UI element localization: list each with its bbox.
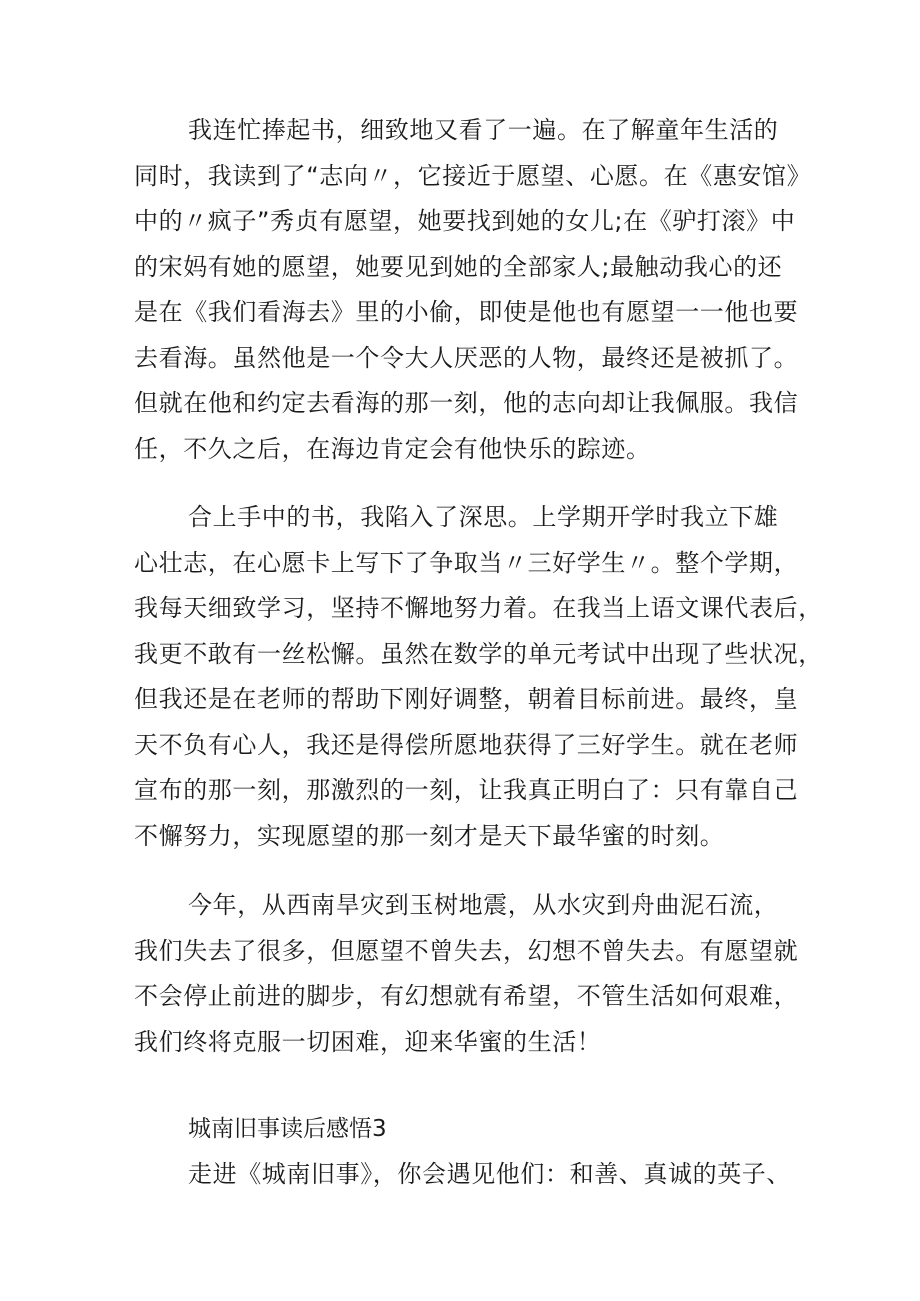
paragraph-3 bbox=[134, 883, 799, 1065]
paragraph-line: 心壮志，在心愿卡上写下了争取当〃三好学生〃。整个学期， bbox=[134, 548, 799, 577]
paragraph-line: 中的〃疯子”秀贞有愿望，她要找到她的女儿;在《驴打滚》中 bbox=[134, 207, 796, 235]
paragraph-line: 我更不敢有一丝松懈。虽然在数学的单元考试中出现了些状况， bbox=[134, 639, 823, 668]
paragraph-line: 我们终将克服一切困难，迎来华蜜的生活！ bbox=[134, 1027, 602, 1056]
paragraph-line: 合上手中的书，我陷入了深思。上学期开学时我立下雄 bbox=[188, 503, 779, 531]
paragraph-line: 走进《城南旧事》，你会遇见他们：和善、真诚的英子、 bbox=[188, 1160, 791, 1188]
paragraph-line: 不懈努力，实现愿望的那一刻才是天下最华蜜的时刻。 bbox=[134, 821, 725, 850]
paragraph-1 bbox=[134, 108, 812, 472]
paragraph-line: 去看海。虽然他是一个令大人厌恶的人物，最终还是被抓了。 bbox=[134, 343, 799, 372]
section-heading: 城南旧事读后感悟3 bbox=[188, 1116, 387, 1142]
paragraph-line: 的宋妈有她的愿望，她要见到她的全部家人;最触动我心的还 bbox=[134, 252, 783, 281]
paragraph-2 bbox=[134, 495, 823, 859]
paragraph-line: 今年，从西南旱灾到玉树地震，从水灾到舟曲泥石流， bbox=[188, 891, 779, 919]
paragraph-line: 宣布的那一刻，那激烈的一刻，让我真正明白了：只有靠自己 bbox=[134, 776, 799, 804]
paragraph-line: 我每天细致学习，坚持不懈地努力着。在我当上语文课代表后， bbox=[134, 594, 823, 622]
paragraph-line: 但就在他和约定去看海的那一刻，他的志向却让我佩服。我信 bbox=[134, 389, 799, 417]
paragraph-4 bbox=[134, 1152, 794, 1198]
paragraph-line: 任，不久之后，在海边肯定会有他快乐的踪迹。 bbox=[134, 434, 651, 463]
paragraph-line: 是在《我们看海去》里的小偷，即使是他也有愿望一一他也要 bbox=[134, 298, 799, 326]
paragraph-line: 天不负有心人，我还是得偿所愿地获得了三好学生。就在老师 bbox=[134, 730, 799, 759]
paragraph-line: 不会停止前进的脚步，有幻想就有希望，不管生活如何艰难， bbox=[134, 982, 799, 1010]
paragraph-line: 同时，我读到了“志向〃，它接近于愿望、心愿。在《惠安馆》 bbox=[134, 161, 812, 190]
paragraph-line: 我连忙捧起书，细致地又看了一遍。在了解童年生活的 bbox=[188, 116, 779, 144]
paragraph-line: 但我还是在老师的帮助下刚好调整，朝着目标前进。最终，皇 bbox=[134, 685, 799, 713]
paragraph-line: 我们失去了很多，但愿望不曾失去，幻想不曾失去。有愿望就 bbox=[134, 936, 799, 965]
